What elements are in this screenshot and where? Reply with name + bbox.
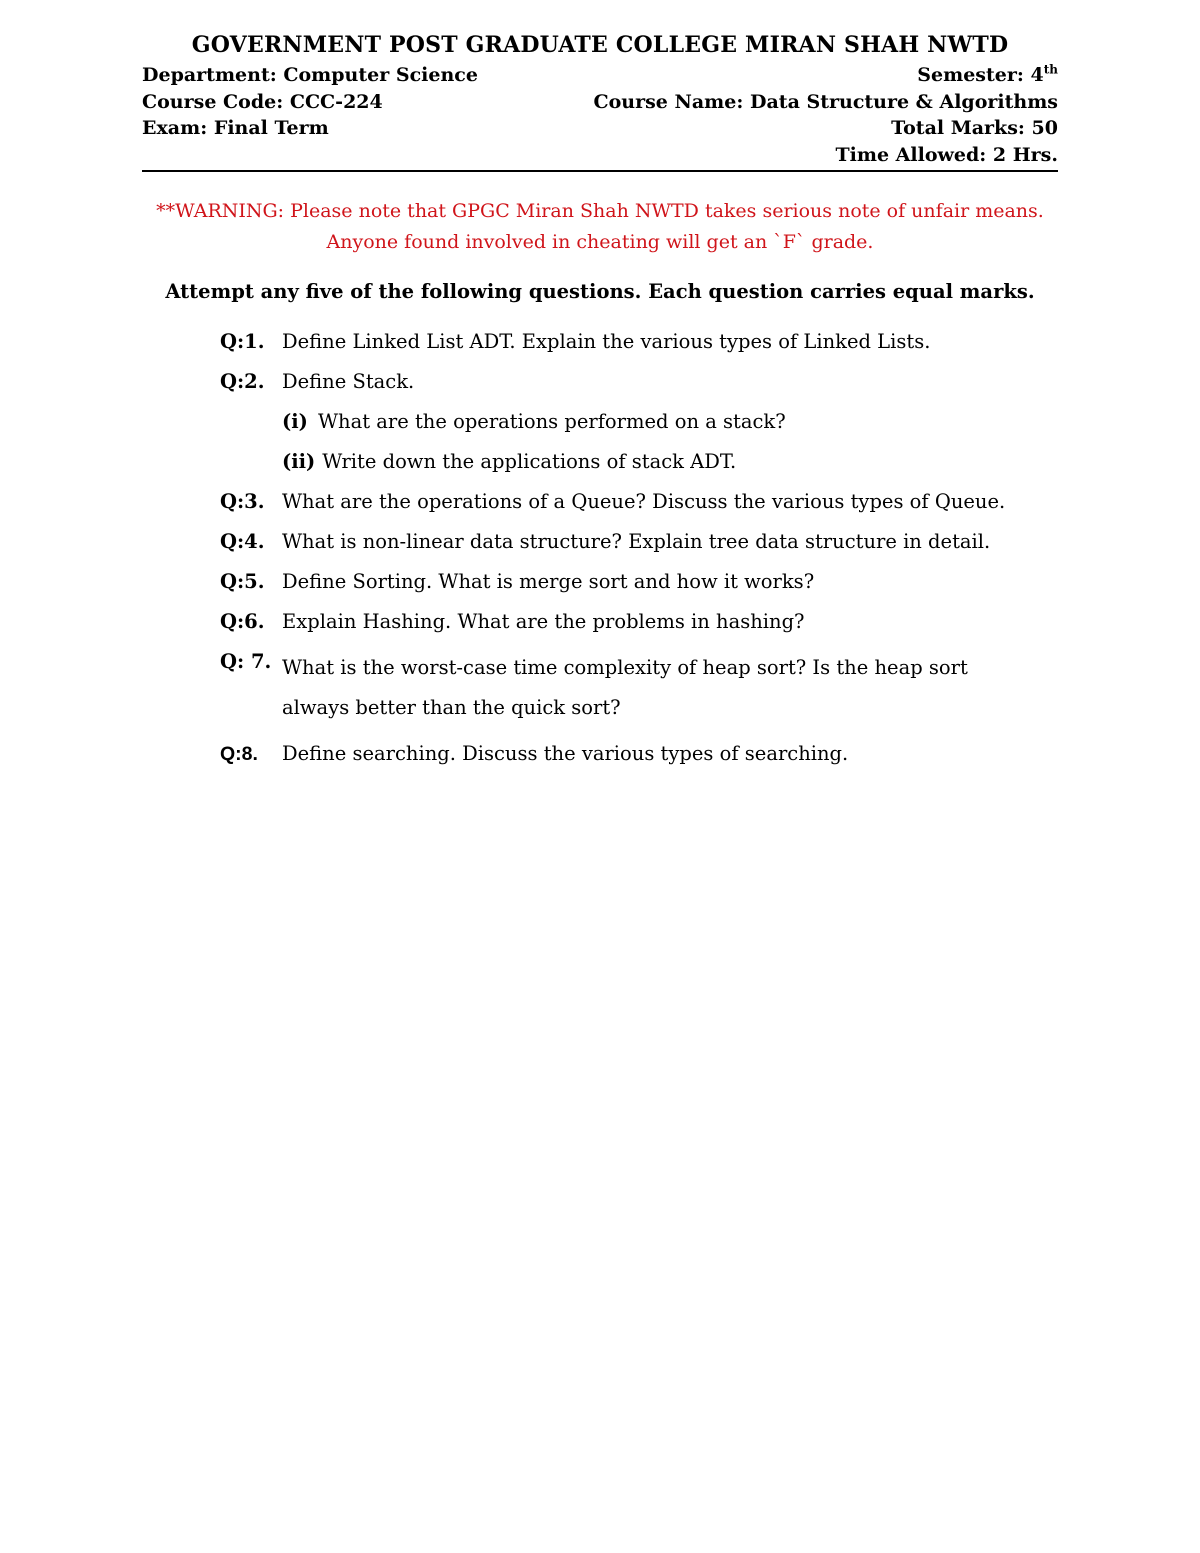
total-marks: Total Marks: 50	[891, 117, 1058, 139]
question-number: Q:5.	[220, 570, 265, 593]
question-number: Q:3.	[220, 490, 265, 513]
question-number: Q:4.	[220, 530, 265, 553]
meta-row-4	[142, 142, 1058, 169]
semester-suffix: th	[1043, 62, 1058, 77]
question-6	[220, 608, 1058, 636]
warning-line-1: **WARNING: Please note that GPGC Miran Shah NWTD takes serious note of unfair means.	[156, 200, 1044, 222]
exam-type: Exam: Final Term	[142, 117, 329, 139]
question-5	[220, 568, 1058, 596]
department: Department: Computer Science	[142, 64, 478, 86]
meta-row-2	[142, 89, 1058, 116]
question-text: What is the worst-case time complexity of heap sort? Is the heap sort always better than the quick sort?	[282, 656, 968, 719]
question-2	[220, 368, 1058, 396]
sub-question-number: (i)	[282, 410, 308, 433]
question-text: Define Sorting. What is merge sort and how it works?	[282, 570, 815, 593]
question-list	[142, 328, 1058, 768]
header-divider	[142, 170, 1058, 172]
warning-notice	[142, 196, 1058, 258]
question-number: Q:2.	[220, 370, 265, 393]
question-1	[220, 328, 1058, 356]
question-text: Define Stack.	[282, 370, 415, 393]
sub-question-ii	[220, 448, 1058, 476]
question-number: Q:6.	[220, 610, 265, 633]
college-title: GOVERNMENT POST GRADUATE COLLEGE MIRAN SHAH NWTD	[191, 32, 1009, 58]
question-text: Define searching. Discuss the various types of searching.	[282, 742, 849, 765]
sub-question-text: What are the operations performed on a stack?	[318, 410, 786, 433]
sub-question-number: (ii)	[282, 450, 316, 473]
question-4	[220, 528, 1058, 556]
warning-line-2: Anyone found involved in cheating will get an `F` grade.	[326, 231, 874, 253]
question-8	[220, 740, 1058, 768]
question-7	[220, 648, 1058, 728]
course-code: Course Code: CCC-224	[142, 90, 383, 113]
question-text: Explain Hashing. What are the problems in hashing?	[282, 610, 805, 633]
semester	[917, 62, 1058, 89]
sub-question-i	[220, 408, 1058, 436]
course-name: Course Name: Data Structure & Algorithms	[593, 90, 1058, 113]
time-allowed: Time Allowed: 2 Hrs.	[835, 143, 1058, 166]
instructions: Attempt any five of the following questions. Each question carries equal marks.	[165, 280, 1035, 303]
question-number: Q:1.	[220, 330, 265, 353]
question-3	[220, 488, 1058, 516]
question-number: Q:8.	[220, 743, 258, 765]
sub-question-text: Write down the applications of stack ADT.	[322, 450, 737, 473]
meta-row-1	[142, 62, 1058, 89]
question-text: Define Linked List ADT. Explain the various types of Linked Lists.	[282, 330, 931, 353]
meta-row-3	[142, 115, 1058, 142]
question-number: Q: 7.	[220, 650, 272, 673]
question-text: What is non-linear data structure? Explain tree data structure in detail.	[282, 530, 991, 553]
question-text: What are the operations of a Queue? Discuss the various types of Queue.	[282, 490, 1006, 513]
exam-paper	[142, 28, 1058, 780]
semester-value: Semester: 4	[917, 64, 1044, 86]
